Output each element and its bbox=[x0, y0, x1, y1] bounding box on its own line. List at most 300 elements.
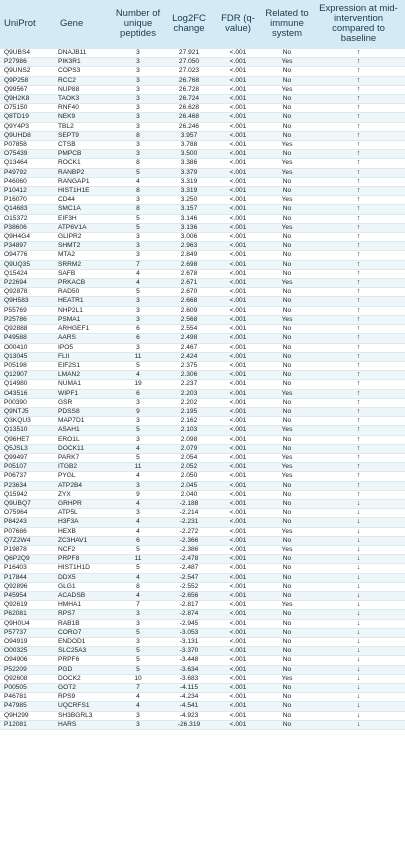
cell-peptides: 3 bbox=[112, 435, 164, 444]
cell-peptides: 5 bbox=[112, 628, 164, 637]
cell-log2fc: -3.131 bbox=[164, 638, 214, 647]
cell-log2fc: -2.552 bbox=[164, 582, 214, 591]
cell-fdr: <.001 bbox=[214, 113, 262, 122]
cell-peptides: 3 bbox=[112, 417, 164, 426]
cell-expression-arrow: ↓ bbox=[312, 555, 405, 564]
cell-fdr: <.001 bbox=[214, 656, 262, 665]
cell-peptides: 3 bbox=[112, 141, 164, 150]
cell-immune: No bbox=[262, 131, 312, 140]
cell-log2fc: -2.478 bbox=[164, 555, 214, 564]
table-row bbox=[0, 610, 405, 619]
cell-uniprot: P27986 bbox=[0, 58, 56, 67]
cell-log2fc: -2.487 bbox=[164, 564, 214, 573]
cell-gene: AARS bbox=[56, 334, 112, 343]
cell-immune: No bbox=[262, 628, 312, 637]
cell-uniprot: O94776 bbox=[0, 251, 56, 260]
cell-immune: No bbox=[262, 518, 312, 527]
cell-fdr: <.001 bbox=[214, 702, 262, 711]
cell-fdr: <.001 bbox=[214, 214, 262, 223]
cell-expression-arrow: ↑ bbox=[312, 352, 405, 361]
cell-uniprot: P49588 bbox=[0, 334, 56, 343]
cell-gene: GLG1 bbox=[56, 582, 112, 591]
table-row bbox=[0, 619, 405, 628]
cell-expression-arrow: ↑ bbox=[312, 426, 405, 435]
table-row bbox=[0, 343, 405, 352]
cell-peptides: 3 bbox=[112, 242, 164, 251]
cell-log2fc: -3.370 bbox=[164, 647, 214, 656]
cell-immune: Yes bbox=[262, 389, 312, 398]
cell-gene: DOCK11 bbox=[56, 444, 112, 453]
cell-uniprot: Q6P2Q9 bbox=[0, 555, 56, 564]
cell-gene: PARK7 bbox=[56, 453, 112, 462]
cell-fdr: <.001 bbox=[214, 279, 262, 288]
cell-uniprot: Q9H0U4 bbox=[0, 619, 56, 628]
cell-gene: LMAN2 bbox=[56, 371, 112, 380]
cell-log2fc: 3.319 bbox=[164, 177, 214, 186]
cell-expression-arrow: ↓ bbox=[312, 545, 405, 554]
cell-fdr: <.001 bbox=[214, 490, 262, 499]
cell-log2fc: 2.375 bbox=[164, 361, 214, 370]
cell-uniprot: Q92878 bbox=[0, 288, 56, 297]
cell-log2fc: 27.921 bbox=[164, 49, 214, 58]
cell-uniprot: Q99497 bbox=[0, 453, 56, 462]
cell-peptides: 3 bbox=[112, 619, 164, 628]
cell-log2fc: 3.386 bbox=[164, 159, 214, 168]
cell-immune: No bbox=[262, 251, 312, 260]
cell-log2fc: -3.053 bbox=[164, 628, 214, 637]
cell-expression-arrow: ↑ bbox=[312, 453, 405, 462]
cell-log2fc: 26.724 bbox=[164, 95, 214, 104]
cell-uniprot: P07686 bbox=[0, 527, 56, 536]
table-row bbox=[0, 684, 405, 693]
cell-log2fc: -26.319 bbox=[164, 720, 214, 729]
table-row bbox=[0, 269, 405, 278]
cell-gene: GOT2 bbox=[56, 684, 112, 693]
table-row bbox=[0, 647, 405, 656]
cell-log2fc: -4.234 bbox=[164, 693, 214, 702]
cell-gene: ATP5L bbox=[56, 509, 112, 518]
cell-log2fc: 2.162 bbox=[164, 417, 214, 426]
cell-log2fc: 2.306 bbox=[164, 371, 214, 380]
table-row bbox=[0, 564, 405, 573]
table-row bbox=[0, 150, 405, 159]
cell-gene: H3F3A bbox=[56, 518, 112, 527]
cell-uniprot: P00390 bbox=[0, 398, 56, 407]
cell-uniprot: Q14980 bbox=[0, 380, 56, 389]
table-row bbox=[0, 187, 405, 196]
header-immune: Related to immune system bbox=[265, 8, 309, 39]
cell-fdr: <.001 bbox=[214, 242, 262, 251]
cell-expression-arrow: ↓ bbox=[312, 527, 405, 536]
cell-uniprot: Q3KQU3 bbox=[0, 417, 56, 426]
table-row bbox=[0, 196, 405, 205]
table-row bbox=[0, 371, 405, 380]
cell-peptides: 8 bbox=[112, 582, 164, 591]
cell-peptides: 3 bbox=[112, 509, 164, 518]
cell-fdr: <.001 bbox=[214, 665, 262, 674]
cell-peptides: 3 bbox=[112, 122, 164, 131]
table-row bbox=[0, 95, 405, 104]
cell-gene: SEPT9 bbox=[56, 131, 112, 140]
cell-peptides: 5 bbox=[112, 288, 164, 297]
cell-uniprot: P46781 bbox=[0, 693, 56, 702]
cell-peptides: 4 bbox=[112, 527, 164, 536]
cell-fdr: <.001 bbox=[214, 187, 262, 196]
cell-uniprot: P06737 bbox=[0, 472, 56, 481]
table-row bbox=[0, 518, 405, 527]
cell-fdr: <.001 bbox=[214, 49, 262, 58]
cell-expression-arrow: ↑ bbox=[312, 251, 405, 260]
cell-gene: MAP7D1 bbox=[56, 417, 112, 426]
cell-gene: TBL2 bbox=[56, 122, 112, 131]
cell-peptides: 19 bbox=[112, 380, 164, 389]
cell-log2fc: -2.945 bbox=[164, 619, 214, 628]
cell-expression-arrow: ↑ bbox=[312, 407, 405, 416]
cell-fdr: <.001 bbox=[214, 159, 262, 168]
cell-immune: Yes bbox=[262, 223, 312, 232]
cell-expression-arrow: ↓ bbox=[312, 564, 405, 573]
cell-expression-arrow: ↑ bbox=[312, 205, 405, 214]
cell-log2fc: 2.554 bbox=[164, 325, 214, 334]
cell-expression-arrow: ↑ bbox=[312, 398, 405, 407]
cell-gene: ATP6V1A bbox=[56, 223, 112, 232]
cell-fdr: <.001 bbox=[214, 85, 262, 94]
cell-log2fc: -2.188 bbox=[164, 499, 214, 508]
cell-peptides: 9 bbox=[112, 490, 164, 499]
cell-peptides: 6 bbox=[112, 536, 164, 545]
cell-gene: IPO5 bbox=[56, 343, 112, 352]
cell-log2fc: 2.054 bbox=[164, 453, 214, 462]
cell-peptides: 4 bbox=[112, 499, 164, 508]
cell-expression-arrow: ↑ bbox=[312, 223, 405, 232]
cell-log2fc: -4.115 bbox=[164, 684, 214, 693]
cell-log2fc: 2.670 bbox=[164, 288, 214, 297]
cell-fdr: <.001 bbox=[214, 564, 262, 573]
cell-immune: No bbox=[262, 536, 312, 545]
cell-gene: PRPF8 bbox=[56, 555, 112, 564]
cell-immune: No bbox=[262, 325, 312, 334]
header-uniprot: UniProt bbox=[4, 18, 36, 29]
cell-peptides: 5 bbox=[112, 168, 164, 177]
cell-immune: Yes bbox=[262, 601, 312, 610]
cell-fdr: <.001 bbox=[214, 638, 262, 647]
cell-uniprot: P10412 bbox=[0, 187, 56, 196]
cell-gene: PRPF6 bbox=[56, 656, 112, 665]
cell-log2fc: -4.541 bbox=[164, 702, 214, 711]
cell-log2fc: -3.634 bbox=[164, 665, 214, 674]
cell-uniprot: Q92608 bbox=[0, 674, 56, 683]
cell-log2fc: -2.547 bbox=[164, 573, 214, 582]
cell-peptides: 11 bbox=[112, 463, 164, 472]
cell-uniprot: P05198 bbox=[0, 361, 56, 370]
table-row bbox=[0, 288, 405, 297]
cell-peptides: 3 bbox=[112, 720, 164, 729]
table-row bbox=[0, 536, 405, 545]
cell-expression-arrow: ↑ bbox=[312, 113, 405, 122]
cell-log2fc: 2.195 bbox=[164, 407, 214, 416]
cell-peptides: 5 bbox=[112, 656, 164, 665]
cell-uniprot: Q13045 bbox=[0, 352, 56, 361]
cell-expression-arrow: ↑ bbox=[312, 131, 405, 140]
cell-gene: ROCK1 bbox=[56, 159, 112, 168]
cell-uniprot: P16403 bbox=[0, 564, 56, 573]
cell-expression-arrow: ↑ bbox=[312, 159, 405, 168]
cell-gene: GLIPR2 bbox=[56, 233, 112, 242]
cell-expression-arrow: ↑ bbox=[312, 177, 405, 186]
cell-expression-arrow: ↑ bbox=[312, 150, 405, 159]
cell-fdr: <.001 bbox=[214, 380, 262, 389]
cell-peptides: 7 bbox=[112, 684, 164, 693]
cell-peptides: 3 bbox=[112, 711, 164, 720]
table-row bbox=[0, 205, 405, 214]
cell-peptides: 7 bbox=[112, 260, 164, 269]
cell-expression-arrow: ↑ bbox=[312, 214, 405, 223]
table-row bbox=[0, 398, 405, 407]
cell-peptides: 3 bbox=[112, 95, 164, 104]
cell-immune: No bbox=[262, 444, 312, 453]
table-row bbox=[0, 499, 405, 508]
cell-uniprot: P52209 bbox=[0, 665, 56, 674]
cell-immune: No bbox=[262, 113, 312, 122]
cell-immune: Yes bbox=[262, 196, 312, 205]
cell-expression-arrow: ↓ bbox=[312, 610, 405, 619]
cell-immune: No bbox=[262, 619, 312, 628]
cell-gene: HIST1H1D bbox=[56, 564, 112, 573]
cell-immune: No bbox=[262, 499, 312, 508]
cell-peptides: 4 bbox=[112, 702, 164, 711]
cell-gene: PYGL bbox=[56, 472, 112, 481]
cell-expression-arrow: ↓ bbox=[312, 702, 405, 711]
cell-uniprot: Q9UNS2 bbox=[0, 67, 56, 76]
cell-uniprot: O15372 bbox=[0, 214, 56, 223]
cell-expression-arrow: ↑ bbox=[312, 288, 405, 297]
table-row bbox=[0, 242, 405, 251]
cell-expression-arrow: ↑ bbox=[312, 315, 405, 324]
cell-fdr: <.001 bbox=[214, 196, 262, 205]
cell-immune: No bbox=[262, 564, 312, 573]
table-row bbox=[0, 113, 405, 122]
cell-log2fc: 2.045 bbox=[164, 481, 214, 490]
cell-fdr: <.001 bbox=[214, 233, 262, 242]
cell-gene: NEK9 bbox=[56, 113, 112, 122]
cell-gene: RANGAP1 bbox=[56, 177, 112, 186]
cell-fdr: <.001 bbox=[214, 269, 262, 278]
cell-fdr: <.001 bbox=[214, 315, 262, 324]
cell-immune: No bbox=[262, 205, 312, 214]
cell-expression-arrow: ↑ bbox=[312, 325, 405, 334]
cell-gene: SAFB bbox=[56, 269, 112, 278]
table-row bbox=[0, 325, 405, 334]
cell-gene: RCC2 bbox=[56, 76, 112, 85]
cell-peptides: 3 bbox=[112, 315, 164, 324]
cell-uniprot: O00325 bbox=[0, 647, 56, 656]
cell-log2fc: -2.386 bbox=[164, 545, 214, 554]
cell-fdr: <.001 bbox=[214, 223, 262, 232]
cell-fdr: <.001 bbox=[214, 527, 262, 536]
cell-log2fc: 3.379 bbox=[164, 168, 214, 177]
cell-immune: No bbox=[262, 67, 312, 76]
cell-fdr: <.001 bbox=[214, 545, 262, 554]
table-row bbox=[0, 711, 405, 720]
cell-peptides: 6 bbox=[112, 389, 164, 398]
cell-gene: SMC1A bbox=[56, 205, 112, 214]
cell-fdr: <.001 bbox=[214, 518, 262, 527]
cell-immune: No bbox=[262, 417, 312, 426]
cell-gene: PIK3R1 bbox=[56, 58, 112, 67]
cell-uniprot: P46060 bbox=[0, 177, 56, 186]
table-row bbox=[0, 674, 405, 683]
cell-gene: SLC25A3 bbox=[56, 647, 112, 656]
table-row bbox=[0, 131, 405, 140]
cell-immune: No bbox=[262, 297, 312, 306]
cell-immune: No bbox=[262, 481, 312, 490]
cell-log2fc: 3.006 bbox=[164, 233, 214, 242]
cell-log2fc: 26.768 bbox=[164, 76, 214, 85]
cell-log2fc: 26.468 bbox=[164, 113, 214, 122]
table-row bbox=[0, 638, 405, 647]
cell-peptides: 3 bbox=[112, 58, 164, 67]
cell-gene: FLII bbox=[56, 352, 112, 361]
cell-peptides: 5 bbox=[112, 545, 164, 554]
cell-peptides: 4 bbox=[112, 693, 164, 702]
cell-immune: No bbox=[262, 665, 312, 674]
cell-log2fc: 2.568 bbox=[164, 315, 214, 324]
table-row bbox=[0, 702, 405, 711]
cell-log2fc: 26.628 bbox=[164, 104, 214, 113]
cell-fdr: <.001 bbox=[214, 131, 262, 140]
cell-peptides: 5 bbox=[112, 426, 164, 435]
header-row bbox=[0, 0, 405, 49]
cell-peptides: 3 bbox=[112, 297, 164, 306]
cell-log2fc: 26.246 bbox=[164, 122, 214, 131]
table-row bbox=[0, 509, 405, 518]
cell-uniprot: P49792 bbox=[0, 168, 56, 177]
cell-log2fc: 27.050 bbox=[164, 58, 214, 67]
cell-gene: ARHGEF1 bbox=[56, 325, 112, 334]
table-row bbox=[0, 417, 405, 426]
cell-expression-arrow: ↓ bbox=[312, 619, 405, 628]
cell-log2fc: 2.237 bbox=[164, 380, 214, 389]
cell-gene: COPS3 bbox=[56, 67, 112, 76]
cell-gene: SRRM2 bbox=[56, 260, 112, 269]
cell-uniprot: Q9P258 bbox=[0, 76, 56, 85]
cell-fdr: <.001 bbox=[214, 306, 262, 315]
cell-expression-arrow: ↑ bbox=[312, 233, 405, 242]
table-row bbox=[0, 260, 405, 269]
cell-fdr: <.001 bbox=[214, 297, 262, 306]
cell-log2fc: -2.817 bbox=[164, 601, 214, 610]
cell-log2fc: 27.023 bbox=[164, 67, 214, 76]
cell-log2fc: -4.923 bbox=[164, 711, 214, 720]
cell-fdr: <.001 bbox=[214, 509, 262, 518]
cell-gene: HARS bbox=[56, 720, 112, 729]
cell-immune: No bbox=[262, 233, 312, 242]
cell-peptides: 4 bbox=[112, 279, 164, 288]
cell-peptides: 4 bbox=[112, 444, 164, 453]
cell-log2fc: 26.728 bbox=[164, 85, 214, 94]
cell-immune: No bbox=[262, 361, 312, 370]
table-row bbox=[0, 463, 405, 472]
cell-fdr: <.001 bbox=[214, 58, 262, 67]
cell-peptides: 3 bbox=[112, 113, 164, 122]
table-row bbox=[0, 527, 405, 536]
cell-immune: No bbox=[262, 720, 312, 729]
table-row bbox=[0, 334, 405, 343]
cell-immune: No bbox=[262, 591, 312, 600]
table-row bbox=[0, 582, 405, 591]
cell-immune: No bbox=[262, 435, 312, 444]
cell-expression-arrow: ↑ bbox=[312, 141, 405, 150]
cell-peptides: 8 bbox=[112, 187, 164, 196]
cell-uniprot: P38606 bbox=[0, 223, 56, 232]
cell-immune: Yes bbox=[262, 545, 312, 554]
cell-expression-arrow: ↑ bbox=[312, 260, 405, 269]
cell-immune: Yes bbox=[262, 159, 312, 168]
cell-immune: No bbox=[262, 49, 312, 58]
cell-gene: TAOK3 bbox=[56, 95, 112, 104]
cell-uniprot: P22694 bbox=[0, 279, 56, 288]
cell-gene: ERO1L bbox=[56, 435, 112, 444]
cell-immune: No bbox=[262, 122, 312, 131]
cell-immune: No bbox=[262, 214, 312, 223]
cell-peptides: 3 bbox=[112, 76, 164, 85]
cell-log2fc: -2.874 bbox=[164, 610, 214, 619]
cell-log2fc: 2.849 bbox=[164, 251, 214, 260]
cell-expression-arrow: ↓ bbox=[312, 711, 405, 720]
cell-peptides: 4 bbox=[112, 573, 164, 582]
cell-immune: Yes bbox=[262, 85, 312, 94]
cell-fdr: <.001 bbox=[214, 555, 262, 564]
cell-immune: No bbox=[262, 398, 312, 407]
cell-expression-arrow: ↑ bbox=[312, 389, 405, 398]
cell-uniprot: Q9H299 bbox=[0, 711, 56, 720]
cell-immune: No bbox=[262, 573, 312, 582]
cell-fdr: <.001 bbox=[214, 711, 262, 720]
cell-fdr: <.001 bbox=[214, 472, 262, 481]
cell-expression-arrow: ↑ bbox=[312, 306, 405, 315]
cell-immune: Yes bbox=[262, 472, 312, 481]
cell-expression-arrow: ↑ bbox=[312, 334, 405, 343]
cell-expression-arrow: ↓ bbox=[312, 665, 405, 674]
cell-immune: No bbox=[262, 269, 312, 278]
cell-gene: HMHA1 bbox=[56, 601, 112, 610]
cell-fdr: <.001 bbox=[214, 481, 262, 490]
cell-uniprot: O75964 bbox=[0, 509, 56, 518]
cell-fdr: <.001 bbox=[214, 141, 262, 150]
cell-log2fc: 2.079 bbox=[164, 444, 214, 453]
table-row bbox=[0, 481, 405, 490]
cell-peptides: 11 bbox=[112, 555, 164, 564]
cell-expression-arrow: ↓ bbox=[312, 628, 405, 637]
cell-fdr: <.001 bbox=[214, 288, 262, 297]
cell-immune: No bbox=[262, 656, 312, 665]
cell-immune: No bbox=[262, 610, 312, 619]
cell-log2fc: 2.424 bbox=[164, 352, 214, 361]
cell-immune: No bbox=[262, 371, 312, 380]
cell-uniprot: Q92896 bbox=[0, 582, 56, 591]
cell-fdr: <.001 bbox=[214, 674, 262, 683]
table-row bbox=[0, 159, 405, 168]
cell-gene: PGD bbox=[56, 665, 112, 674]
cell-log2fc: -2.272 bbox=[164, 527, 214, 536]
cell-log2fc: 3.146 bbox=[164, 214, 214, 223]
cell-immune: No bbox=[262, 509, 312, 518]
cell-fdr: <.001 bbox=[214, 684, 262, 693]
cell-peptides: 3 bbox=[112, 49, 164, 58]
table-row bbox=[0, 251, 405, 260]
cell-uniprot: P19878 bbox=[0, 545, 56, 554]
cell-fdr: <.001 bbox=[214, 628, 262, 637]
